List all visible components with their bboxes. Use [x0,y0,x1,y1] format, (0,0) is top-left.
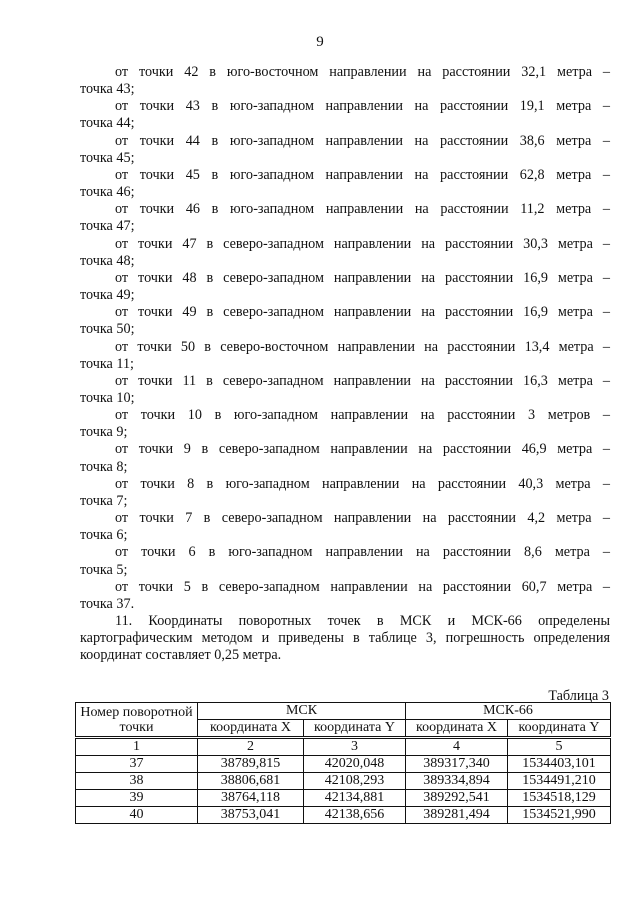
msk66-y-cell: 1534403,101 [508,756,611,773]
msk-x-cell: 38764,118 [198,790,304,807]
msk-x-cell: 38753,041 [198,807,304,824]
msk66-x-cell: 389317,340 [406,756,508,773]
msk-y-cell: 42134,881 [304,790,406,807]
direction-item [80,64,610,98]
direction-item [80,270,610,304]
direction-target-point: точка 9; [80,424,128,441]
direction-line: от точки 43 в юго-западном направлении на расстоянии 19,1 метра – [115,98,610,115]
table-caption: Таблица 3 [548,688,609,704]
msk-x-cell: 38806,681 [198,773,304,790]
direction-item [80,167,610,201]
header-point-number: Номер поворотной точки [76,703,198,738]
msk66-y-cell: 1534521,990 [508,807,611,824]
direction-item [80,133,610,167]
direction-target-point: точка 48; [80,252,135,269]
direction-target-point: точка 50; [80,321,135,338]
direction-item [80,201,610,235]
direction-item [80,236,610,270]
direction-line: от точки 47 в северо-западном направлении на расстоянии 30,3 метра – [115,235,610,252]
direction-item [80,441,610,475]
direction-line: от точки 6 в юго-западном направлении на расстоянии 8,6 метра – [115,544,610,561]
msk66-x-cell: 389281,494 [406,807,508,824]
direction-target-point: точка 7; [80,492,128,509]
direction-item [80,407,610,441]
msk-y-cell: 42020,048 [304,756,406,773]
index-cell: 5 [508,738,611,756]
point-number-cell: 37 [76,756,198,773]
msk-y-cell: 42108,293 [304,773,406,790]
direction-line: от точки 7 в северо-западном направлении на расстоянии 4,2 метра – [115,510,610,527]
document-body [80,64,610,664]
direction-line: от точки 9 в северо-западном направлении на расстоянии 46,9 метра – [115,441,610,458]
direction-item [80,98,610,132]
index-cell: 3 [304,738,406,756]
header-msk: МСК [198,703,406,720]
index-cell: 1 [76,738,198,756]
msk-x-cell: 38789,815 [198,756,304,773]
direction-item [80,373,610,407]
header-msk66-y: координата Y [508,720,611,738]
boundary-description-list [80,64,610,613]
direction-target-point: точка 46; [80,184,135,201]
index-cell: 4 [406,738,508,756]
table-index-row [76,738,611,756]
table-header-row [76,703,611,720]
msk66-x-cell: 389334,894 [406,773,508,790]
point-number-cell: 39 [76,790,198,807]
header-msk66: МСК-66 [406,703,611,720]
direction-line: от точки 45 в юго-западном направлении на расстоянии 62,8 метра – [115,166,610,183]
direction-line: от точки 10 в юго-западном направлении на расстоянии 3 метров – [115,407,610,424]
direction-target-point: точка 10; [80,389,135,406]
index-cell: 2 [198,738,304,756]
direction-item [80,339,610,373]
coordinates-table [75,702,611,824]
direction-target-point: точка 44; [80,115,135,132]
point-number-cell: 40 [76,807,198,824]
direction-line: от точки 44 в юго-западном направлении на расстоянии 38,6 метра – [115,132,610,149]
header-msk-y: координата Y [304,720,406,738]
direction-target-point: точка 37. [80,595,135,612]
page-number: 9 [316,34,324,50]
msk66-x-cell: 389292,541 [406,790,508,807]
direction-target-point: точка 45; [80,149,135,166]
msk66-y-cell: 1534518,129 [508,790,611,807]
direction-line: от точки 50 в северо-восточном направлении на расстоянии 13,4 метра – [115,338,610,355]
direction-line: от точки 11 в северо-западном направлении на расстоянии 16,3 метра – [115,372,610,389]
direction-line: от точки 48 в северо-западном направлении на расстоянии 16,9 метра – [115,269,610,286]
header-msk-x: координата X [198,720,304,738]
direction-line: от точки 42 в юго-восточном направлении на расстоянии 32,1 метра – [115,64,610,80]
direction-line: от точки 5 в северо-западном направлении на расстоянии 60,7 метра – [115,578,610,595]
direction-item [80,476,610,510]
direction-target-point: точка 6; [80,527,128,544]
direction-line: от точки 49 в северо-западном направлении на расстоянии 16,9 метра – [115,304,610,321]
table-row [76,756,611,773]
point-number-cell: 38 [76,773,198,790]
direction-line: от точки 46 в юго-западном направлении на расстоянии 11,2 метра – [115,201,610,218]
direction-target-point: точка 47; [80,218,135,235]
header-msk66-x: координата X [406,720,508,738]
direction-item [80,304,610,338]
direction-item [80,579,610,613]
msk66-y-cell: 1534491,210 [508,773,611,790]
table-row [76,807,611,824]
direction-target-point: точка 49; [80,287,135,304]
direction-target-point: точка 8; [80,458,128,475]
direction-target-point: точка 5; [80,561,128,578]
direction-target-point: точка 11; [80,355,134,372]
paragraph-11: 11. Координаты поворотных точек в МСК и МСК-66 определены картографическим методом и приведены в таблице 3, погрешность определения координат составляет 0,25 метра. [80,613,610,664]
direction-item [80,544,610,578]
direction-item [80,510,610,544]
table-row [76,790,611,807]
direction-target-point: точка 43; [80,81,135,98]
msk-y-cell: 42138,656 [304,807,406,824]
table-row [76,773,611,790]
direction-line: от точки 8 в юго-западном направлении на расстоянии 40,3 метра – [115,475,610,492]
